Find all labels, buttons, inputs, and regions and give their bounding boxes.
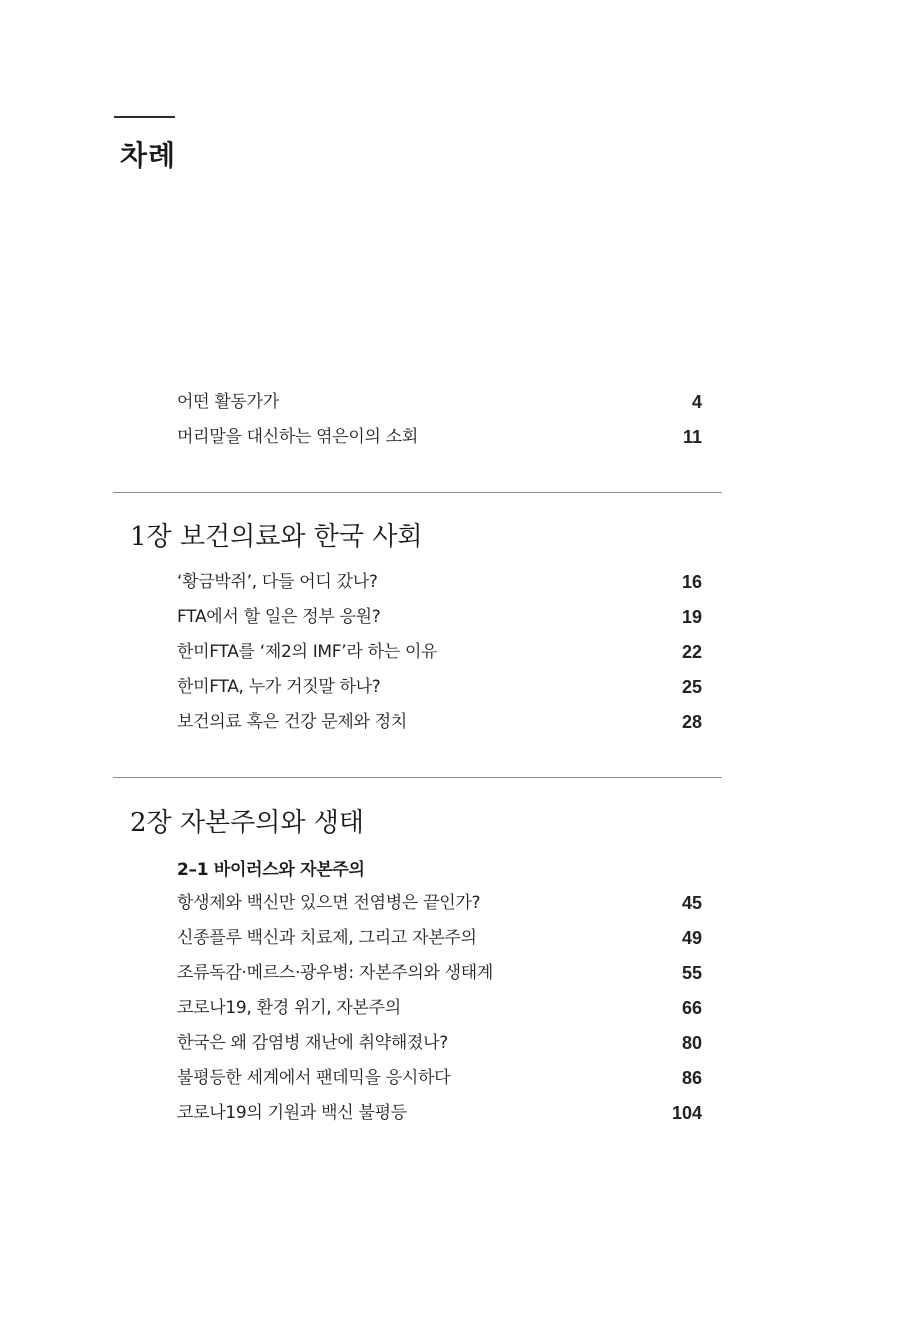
toc-entry-label: 항생제와 백신만 있으면 전염병은 끝인가? bbox=[177, 893, 481, 913]
toc-entry[interactable] bbox=[177, 1030, 712, 1056]
toc-entry-label: 어떤 활동가가 bbox=[177, 392, 279, 412]
toc-entry[interactable] bbox=[177, 639, 712, 665]
toc-entry-label: 한미FTA를 ‘제2의 IMF’라 하는 이유 bbox=[177, 642, 438, 662]
toc-entry-page: 28 bbox=[681, 712, 702, 732]
toc-entry-label: 코로나19의 기원과 백신 불평등 bbox=[177, 1103, 407, 1123]
toc-entry-label: 머리말을 대신하는 엮은이의 소회 bbox=[177, 427, 419, 447]
toc-entry-label: ‘황금박쥐’, 다들 어디 갔나? bbox=[177, 572, 378, 592]
toc-entry[interactable] bbox=[177, 389, 712, 415]
toc-entry-page: 25 bbox=[681, 677, 702, 697]
toc-entry-page: 4 bbox=[691, 392, 702, 412]
toc-entry-page: 86 bbox=[681, 1068, 702, 1088]
toc-entry-label: 조류독감·메르스·광우병: 자본주의와 생태계 bbox=[177, 963, 494, 983]
toc-entry[interactable] bbox=[177, 1100, 712, 1126]
toc-entry-label: 신종플루 백신과 치료제, 그리고 자본주의 bbox=[177, 928, 477, 948]
toc-entry[interactable] bbox=[177, 1065, 712, 1091]
toc-entry-page: 80 bbox=[681, 1033, 702, 1053]
toc-entry[interactable] bbox=[177, 569, 712, 595]
toc-entry[interactable] bbox=[177, 925, 712, 951]
toc-entry[interactable] bbox=[177, 890, 712, 916]
chapter-2-title[interactable]: 2장 자본주의와 생태 bbox=[130, 808, 364, 838]
toc-entry-page: 49 bbox=[681, 928, 702, 948]
toc-entry-page: 104 bbox=[671, 1103, 702, 1123]
toc-entry-label: FTA에서 할 일은 정부 응원? bbox=[177, 607, 381, 627]
page-title: 차례 bbox=[120, 139, 177, 172]
toc-entry[interactable] bbox=[177, 604, 712, 630]
toc-entry-page: 66 bbox=[681, 998, 702, 1018]
toc-entry-label: 한국은 왜 감염병 재난에 취약해졌나? bbox=[177, 1033, 448, 1053]
toc-entry-page: 45 bbox=[681, 893, 702, 913]
toc-entry-page: 55 bbox=[681, 963, 702, 983]
toc-entry-label: 보건의료 혹은 건강 문제와 정치 bbox=[177, 712, 408, 732]
toc-entry-page: 11 bbox=[682, 427, 702, 447]
toc-entry-page: 19 bbox=[681, 607, 702, 627]
toc-entry-label: 불평등한 세계에서 팬데믹을 응시하다 bbox=[177, 1068, 451, 1088]
subsection-title[interactable]: 2–1 바이러스와 자본주의 bbox=[177, 860, 365, 880]
chapter-1-title[interactable]: 1장 보건의료와 한국 사회 bbox=[130, 522, 423, 552]
toc-entry[interactable] bbox=[177, 424, 712, 450]
toc-entry[interactable] bbox=[177, 995, 712, 1021]
toc-entry[interactable] bbox=[177, 960, 712, 986]
toc-entry-page: 22 bbox=[681, 642, 702, 662]
section-divider bbox=[113, 777, 722, 778]
toc-entry[interactable] bbox=[177, 709, 712, 735]
toc-entry-page: 16 bbox=[681, 572, 702, 592]
toc-entry-label: 한미FTA, 누가 거짓말 하나? bbox=[177, 677, 381, 697]
toc-entry[interactable] bbox=[177, 674, 712, 700]
title-rule bbox=[114, 116, 175, 118]
section-divider bbox=[113, 492, 722, 493]
toc-entry-label: 코로나19, 환경 위기, 자본주의 bbox=[177, 998, 401, 1018]
